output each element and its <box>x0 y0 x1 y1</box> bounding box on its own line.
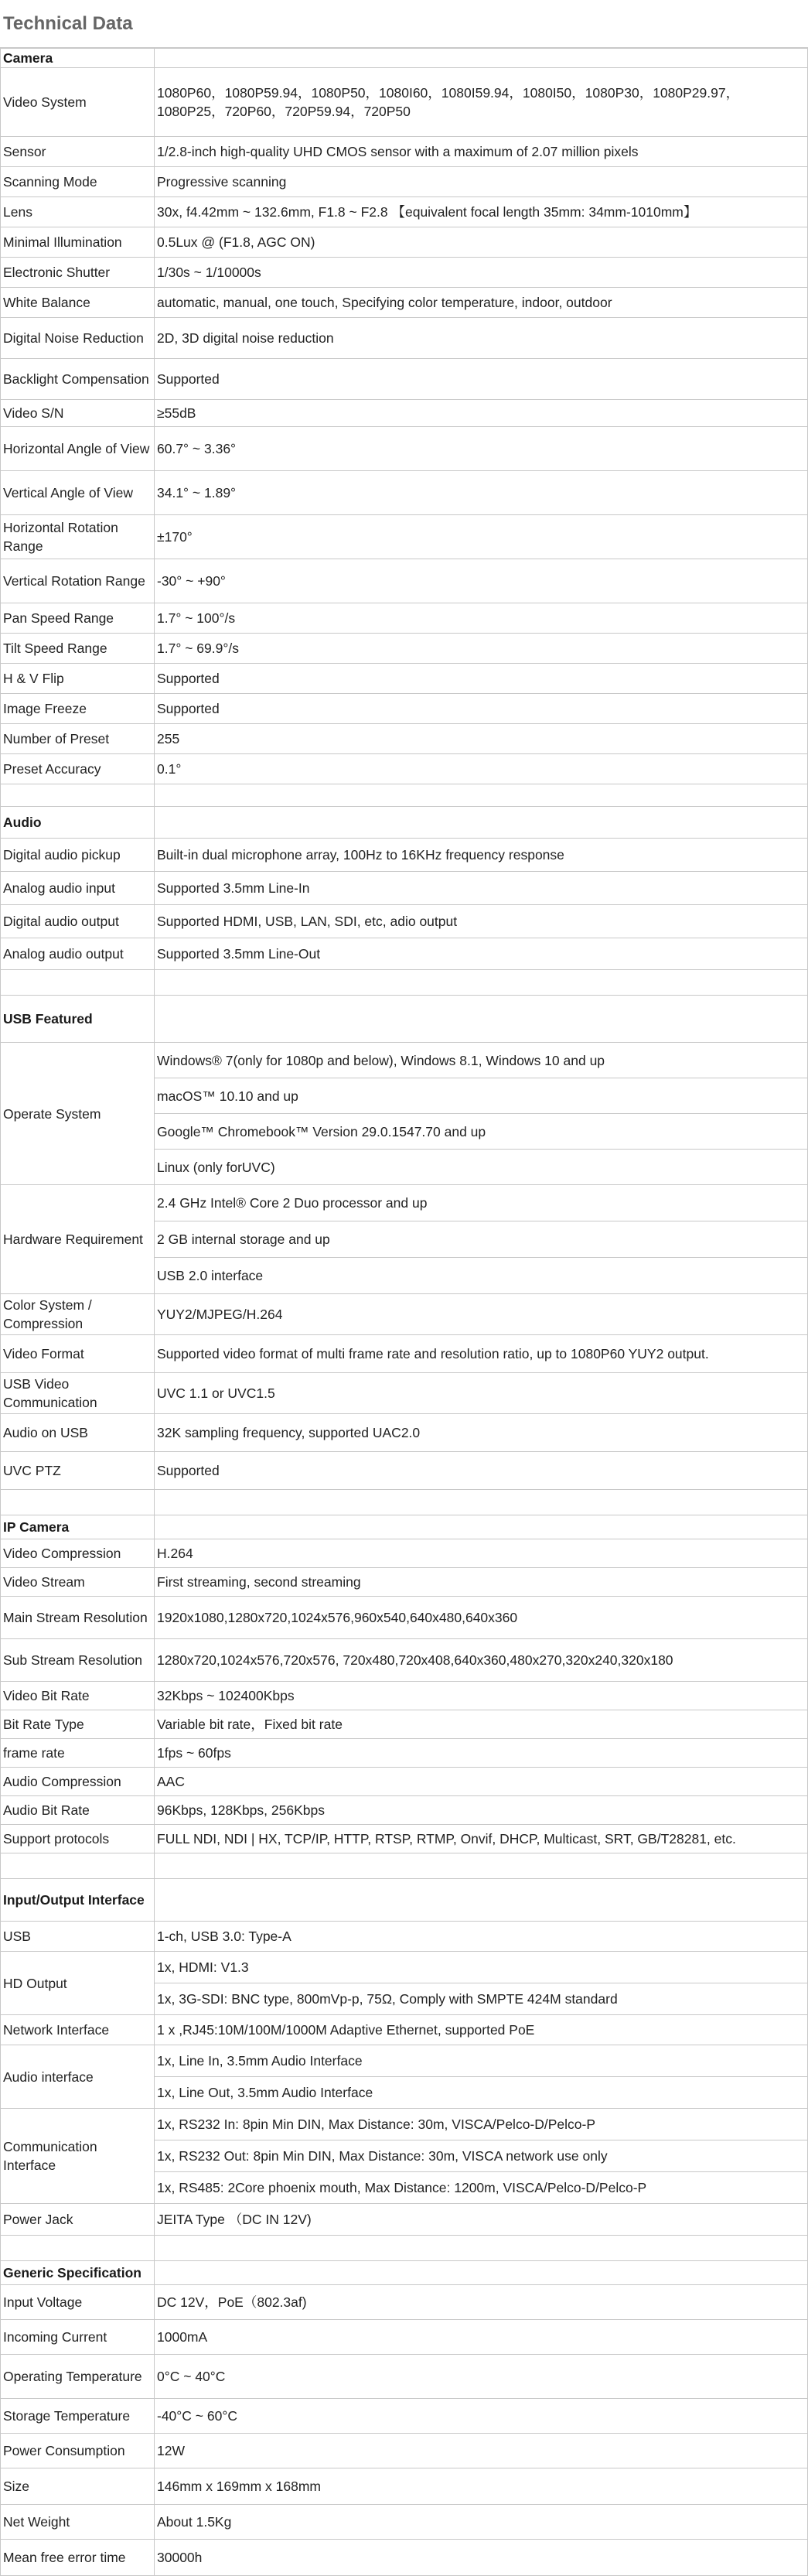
spec-label: Scanning Mode <box>1 167 155 197</box>
spec-row <box>1 2320 808 2355</box>
spec-label: Video System <box>1 68 155 137</box>
spacer-row <box>1 1853 808 1879</box>
spec-value: 30000h <box>155 2540 808 2576</box>
spec-label: Preset Accuracy <box>1 754 155 784</box>
spec-value: 1x, RS232 Out: 8pin Min DIN, Max Distance: 30m, VISCA network use only <box>155 2140 808 2172</box>
spec-label: Video Compression <box>1 1539 155 1568</box>
spec-row <box>1 1185 808 1221</box>
spec-label: Operating Temperature <box>1 2355 155 2399</box>
spec-label: frame rate <box>1 1739 155 1768</box>
spec-row <box>1 559 808 603</box>
spacer-cell <box>1 2236 155 2261</box>
spec-value: 30x, f4.42mm ~ 132.6mm, F1.8 ~ F2.8 【equivalent focal length 35mm: 34mm-1010mm】 <box>155 197 808 227</box>
spec-row <box>1 427 808 471</box>
spec-value: 1x, RS485: 2Core phoenix mouth, Max Distance: 1200m, VISCA/Pelco-D/Pelco-P <box>155 2172 808 2204</box>
spacer-row <box>1 2236 808 2261</box>
spec-label: Number of Preset <box>1 724 155 754</box>
spec-row <box>1 197 808 227</box>
spec-value: Built-in dual microphone array, 100Hz to 16KHz frequency response <box>155 839 808 872</box>
spec-row <box>1 1539 808 1568</box>
spec-row <box>1 754 808 784</box>
section-header <box>1 2261 808 2285</box>
spec-label: Operate System <box>1 1043 155 1185</box>
spacer-cell <box>155 784 808 807</box>
section-value-empty <box>155 2261 808 2285</box>
spec-value: 12W <box>155 2434 808 2468</box>
spec-value: 1x, 3G-SDI: BNC type, 800mVp-p, 75Ω, Comply with SMPTE 424M standard <box>155 1983 808 2015</box>
section-title: IP Camera <box>1 1515 155 1539</box>
spec-label: Communication Interface <box>1 2109 155 2204</box>
section-header <box>1 1879 808 1922</box>
spec-row <box>1 1768 808 1796</box>
spec-row <box>1 137 808 167</box>
spec-label: Video Bit Rate <box>1 1682 155 1710</box>
section-header <box>1 996 808 1043</box>
spec-value: AAC <box>155 1768 808 1796</box>
spec-value: 0°C ~ 40°C <box>155 2355 808 2399</box>
spec-value: Supported HDMI, USB, LAN, SDI, etc, adio output <box>155 905 808 938</box>
spec-value: About 1.5Kg <box>155 2505 808 2540</box>
spec-value: 96Kbps, 128Kbps, 256Kbps <box>155 1796 808 1825</box>
spec-label: Vertical Angle of View <box>1 471 155 515</box>
spec-value: ≥55dB <box>155 400 808 427</box>
section-title: Input/Output Interface <box>1 1879 155 1922</box>
spec-label: Electronic Shutter <box>1 258 155 288</box>
spec-label: Input Voltage <box>1 2285 155 2320</box>
spacer-row <box>1 970 808 996</box>
spec-row <box>1 839 808 872</box>
spec-label: Horizontal Rotation Range <box>1 515 155 559</box>
spec-row <box>1 1739 808 1768</box>
spec-value: 1.7° ~ 69.9°/s <box>155 634 808 664</box>
spec-row <box>1 1294 808 1335</box>
spec-label: Incoming Current <box>1 2320 155 2355</box>
spec-value: Supported 3.5mm Line-Out <box>155 938 808 970</box>
spec-row <box>1 2505 808 2540</box>
section-title: Generic Specification <box>1 2261 155 2285</box>
spec-row <box>1 2204 808 2236</box>
spec-value: 1920x1080,1280x720,1024x576,960x540,640x480,640x360 <box>155 1597 808 1639</box>
spec-value: 34.1° ~ 1.89° <box>155 471 808 515</box>
spec-label: Vertical Rotation Range <box>1 559 155 603</box>
spec-row <box>1 2434 808 2468</box>
section-value-empty <box>155 1515 808 1539</box>
spec-label: Backlight Compensation <box>1 359 155 400</box>
spec-value: 0.1° <box>155 754 808 784</box>
spacer-cell <box>155 1490 808 1515</box>
spacer-cell <box>155 2236 808 2261</box>
spec-value: 1080P60，1080P59.94，1080P50，1080I60，1080I59.94，1080I50，1080P30，1080P29.97，1080P25，720P60，720P59.94，720P50 <box>155 68 808 137</box>
spec-value: 146mm x 169mm x 168mm <box>155 2468 808 2505</box>
spec-value: Linux (only forUVC) <box>155 1150 808 1185</box>
spec-label: Size <box>1 2468 155 2505</box>
spec-label: Video Format <box>1 1335 155 1373</box>
spec-value: 2D, 3D digital noise reduction <box>155 318 808 359</box>
spec-row <box>1 2109 808 2140</box>
spec-label: Digital audio output <box>1 905 155 938</box>
spacer-cell <box>155 1853 808 1879</box>
spec-value: H.264 <box>155 1539 808 1568</box>
spec-row <box>1 2355 808 2399</box>
spec-value: Supported <box>155 694 808 724</box>
spec-row <box>1 68 808 137</box>
spec-row <box>1 2540 808 2576</box>
spec-label: Analog audio output <box>1 938 155 970</box>
spec-label: Tilt Speed Range <box>1 634 155 664</box>
spec-row <box>1 664 808 694</box>
spec-label: USB Video Communication <box>1 1373 155 1414</box>
section-title: Camera <box>1 49 155 68</box>
spec-row <box>1 1922 808 1952</box>
spec-value: 1-ch, USB 3.0: Type-A <box>155 1922 808 1952</box>
spec-row <box>1 1597 808 1639</box>
spacer-row <box>1 784 808 807</box>
spec-value: Progressive scanning <box>155 167 808 197</box>
spec-row <box>1 1043 808 1078</box>
spec-value: 32Kbps ~ 102400Kbps <box>155 1682 808 1710</box>
spec-value: Variable bit rate，Fixed bit rate <box>155 1710 808 1739</box>
spec-label: Sub Stream Resolution <box>1 1639 155 1682</box>
spec-row <box>1 1373 808 1414</box>
spec-value: 60.7° ~ 3.36° <box>155 427 808 471</box>
spec-row <box>1 1682 808 1710</box>
spec-value: 2 GB internal storage and up <box>155 1221 808 1258</box>
spec-value: 32K sampling frequency, supported UAC2.0 <box>155 1414 808 1452</box>
spec-label: Main Stream Resolution <box>1 1597 155 1639</box>
spec-value: First streaming, second streaming <box>155 1568 808 1597</box>
spec-row <box>1 227 808 258</box>
spacer-row <box>1 1490 808 1515</box>
spec-row <box>1 1414 808 1452</box>
spec-row <box>1 2468 808 2505</box>
section-title: Audio <box>1 807 155 839</box>
spec-value: Supported <box>155 664 808 694</box>
spec-value: Supported 3.5mm Line-In <box>155 872 808 905</box>
spacer-cell <box>155 970 808 996</box>
spec-label: Audio Bit Rate <box>1 1796 155 1825</box>
spec-value: YUY2/MJPEG/H.264 <box>155 1294 808 1335</box>
spec-row <box>1 634 808 664</box>
spec-label: Support protocols <box>1 1825 155 1853</box>
spec-value: Google™ Chromebook™ Version 29.0.1547.70 and up <box>155 1114 808 1150</box>
spec-label: UVC PTZ <box>1 1452 155 1490</box>
spec-value: 1 x ,RJ45:10M/100M/1000M Adaptive Ethernet, supported PoE <box>155 2015 808 2045</box>
spec-row <box>1 400 808 427</box>
spec-value: Supported video format of multi frame rate and resolution ratio, up to 1080P60 YUY2 output. <box>155 1335 808 1373</box>
spec-value: DC 12V，PoE（802.3af) <box>155 2285 808 2320</box>
spec-row <box>1 2285 808 2320</box>
spec-value: -30° ~ +90° <box>155 559 808 603</box>
spec-label: HD Output <box>1 1952 155 2015</box>
spec-value: Supported <box>155 359 808 400</box>
spec-label: White Balance <box>1 288 155 318</box>
spec-value: 1x, Line Out, 3.5mm Audio Interface <box>155 2077 808 2109</box>
spec-table <box>0 48 808 2576</box>
spacer-cell <box>1 1490 155 1515</box>
section-title: USB Featured <box>1 996 155 1043</box>
section-header <box>1 1515 808 1539</box>
spec-row <box>1 2045 808 2077</box>
spec-table-body <box>1 49 808 2576</box>
spec-label: Audio on USB <box>1 1414 155 1452</box>
spec-row <box>1 258 808 288</box>
spec-label: Analog audio input <box>1 872 155 905</box>
section-value-empty <box>155 807 808 839</box>
spec-row <box>1 905 808 938</box>
spec-label: Sensor <box>1 137 155 167</box>
spec-row <box>1 1452 808 1490</box>
spec-value: 255 <box>155 724 808 754</box>
spec-label: Image Freeze <box>1 694 155 724</box>
spec-label: H & V Flip <box>1 664 155 694</box>
spec-row <box>1 1710 808 1739</box>
spec-row <box>1 318 808 359</box>
spec-value: automatic, manual, one touch, Specifying color temperature, indoor, outdoor <box>155 288 808 318</box>
spec-label: Bit Rate Type <box>1 1710 155 1739</box>
spec-row <box>1 938 808 970</box>
spec-label: Digital audio pickup <box>1 839 155 872</box>
spec-row <box>1 1568 808 1597</box>
spec-label: Power Jack <box>1 2204 155 2236</box>
spec-value: Supported <box>155 1452 808 1490</box>
spec-value: 2.4 GHz Intel® Core 2 Duo processor and up <box>155 1185 808 1221</box>
spec-value: UVC 1.1 or UVC1.5 <box>155 1373 808 1414</box>
spec-value: ±170° <box>155 515 808 559</box>
spec-label: Hardware Requirement <box>1 1185 155 1294</box>
spec-row <box>1 1952 808 1983</box>
spec-label: Storage Temperature <box>1 2399 155 2434</box>
spec-label: Minimal Illumination <box>1 227 155 258</box>
section-value-empty <box>155 996 808 1043</box>
spec-value: 1/30s ~ 1/10000s <box>155 258 808 288</box>
spec-value: 1x, Line In, 3.5mm Audio Interface <box>155 2045 808 2077</box>
spec-value: 1.7° ~ 100°/s <box>155 603 808 634</box>
spec-row <box>1 872 808 905</box>
spec-value: macOS™ 10.10 and up <box>155 1078 808 1114</box>
spec-value: 1x, RS232 In: 8pin Min DIN, Max Distance: 30m, VISCA/Pelco-D/Pelco-P <box>155 2109 808 2140</box>
spec-value: USB 2.0 interface <box>155 1258 808 1294</box>
spec-label: Video S/N <box>1 400 155 427</box>
spec-row <box>1 471 808 515</box>
spec-row <box>1 1335 808 1373</box>
spec-row <box>1 288 808 318</box>
spec-value: Windows® 7(only for 1080p and below), Windows 8.1, Windows 10 and up <box>155 1043 808 1078</box>
section-header <box>1 807 808 839</box>
spec-value: 1fps ~ 60fps <box>155 1739 808 1768</box>
spec-value: 1x, HDMI: V1.3 <box>155 1952 808 1983</box>
section-value-empty <box>155 49 808 68</box>
spec-label: Audio interface <box>1 2045 155 2109</box>
spacer-cell <box>1 1853 155 1879</box>
spec-row <box>1 694 808 724</box>
spec-row <box>1 724 808 754</box>
spec-value: FULL NDI, NDI | HX, TCP/IP, HTTP, RTSP, RTMP, Onvif, DHCP, Multicast, SRT, GB/T28281, etc. <box>155 1825 808 1853</box>
spec-row <box>1 1796 808 1825</box>
spec-row <box>1 2015 808 2045</box>
spec-label: Mean free error time <box>1 2540 155 2576</box>
spec-row <box>1 1825 808 1853</box>
spec-label: Network Interface <box>1 2015 155 2045</box>
spacer-cell <box>1 784 155 807</box>
spec-value: -40°C ~ 60°C <box>155 2399 808 2434</box>
spec-row <box>1 603 808 634</box>
spec-label: Horizontal Angle of View <box>1 427 155 471</box>
spec-label: USB <box>1 1922 155 1952</box>
spec-label: Color System / Compression <box>1 1294 155 1335</box>
section-value-empty <box>155 1879 808 1922</box>
spec-label: Video Stream <box>1 1568 155 1597</box>
spec-label: Power Consumption <box>1 2434 155 2468</box>
spec-label: Net Weight <box>1 2505 155 2540</box>
spec-label: Lens <box>1 197 155 227</box>
spec-row <box>1 167 808 197</box>
spec-label: Digital Noise Reduction <box>1 318 155 359</box>
spec-value: 1280x720,1024x576,720x576, 720x480,720x408,640x360,480x270,320x240,320x180 <box>155 1639 808 1682</box>
spec-value: JEITA Type （DC IN 12V) <box>155 2204 808 2236</box>
section-header <box>1 49 808 68</box>
page-title: Technical Data <box>0 0 808 48</box>
spacer-cell <box>1 970 155 996</box>
spec-row <box>1 2399 808 2434</box>
spec-label: Pan Speed Range <box>1 603 155 634</box>
spec-value: 0.5Lux @ (F1.8, AGC ON) <box>155 227 808 258</box>
spec-row <box>1 515 808 559</box>
spec-row <box>1 359 808 400</box>
spec-value: 1/2.8-inch high-quality UHD CMOS sensor with a maximum of 2.07 million pixels <box>155 137 808 167</box>
spec-label: Audio Compression <box>1 1768 155 1796</box>
spec-row <box>1 1639 808 1682</box>
spec-value: 1000mA <box>155 2320 808 2355</box>
